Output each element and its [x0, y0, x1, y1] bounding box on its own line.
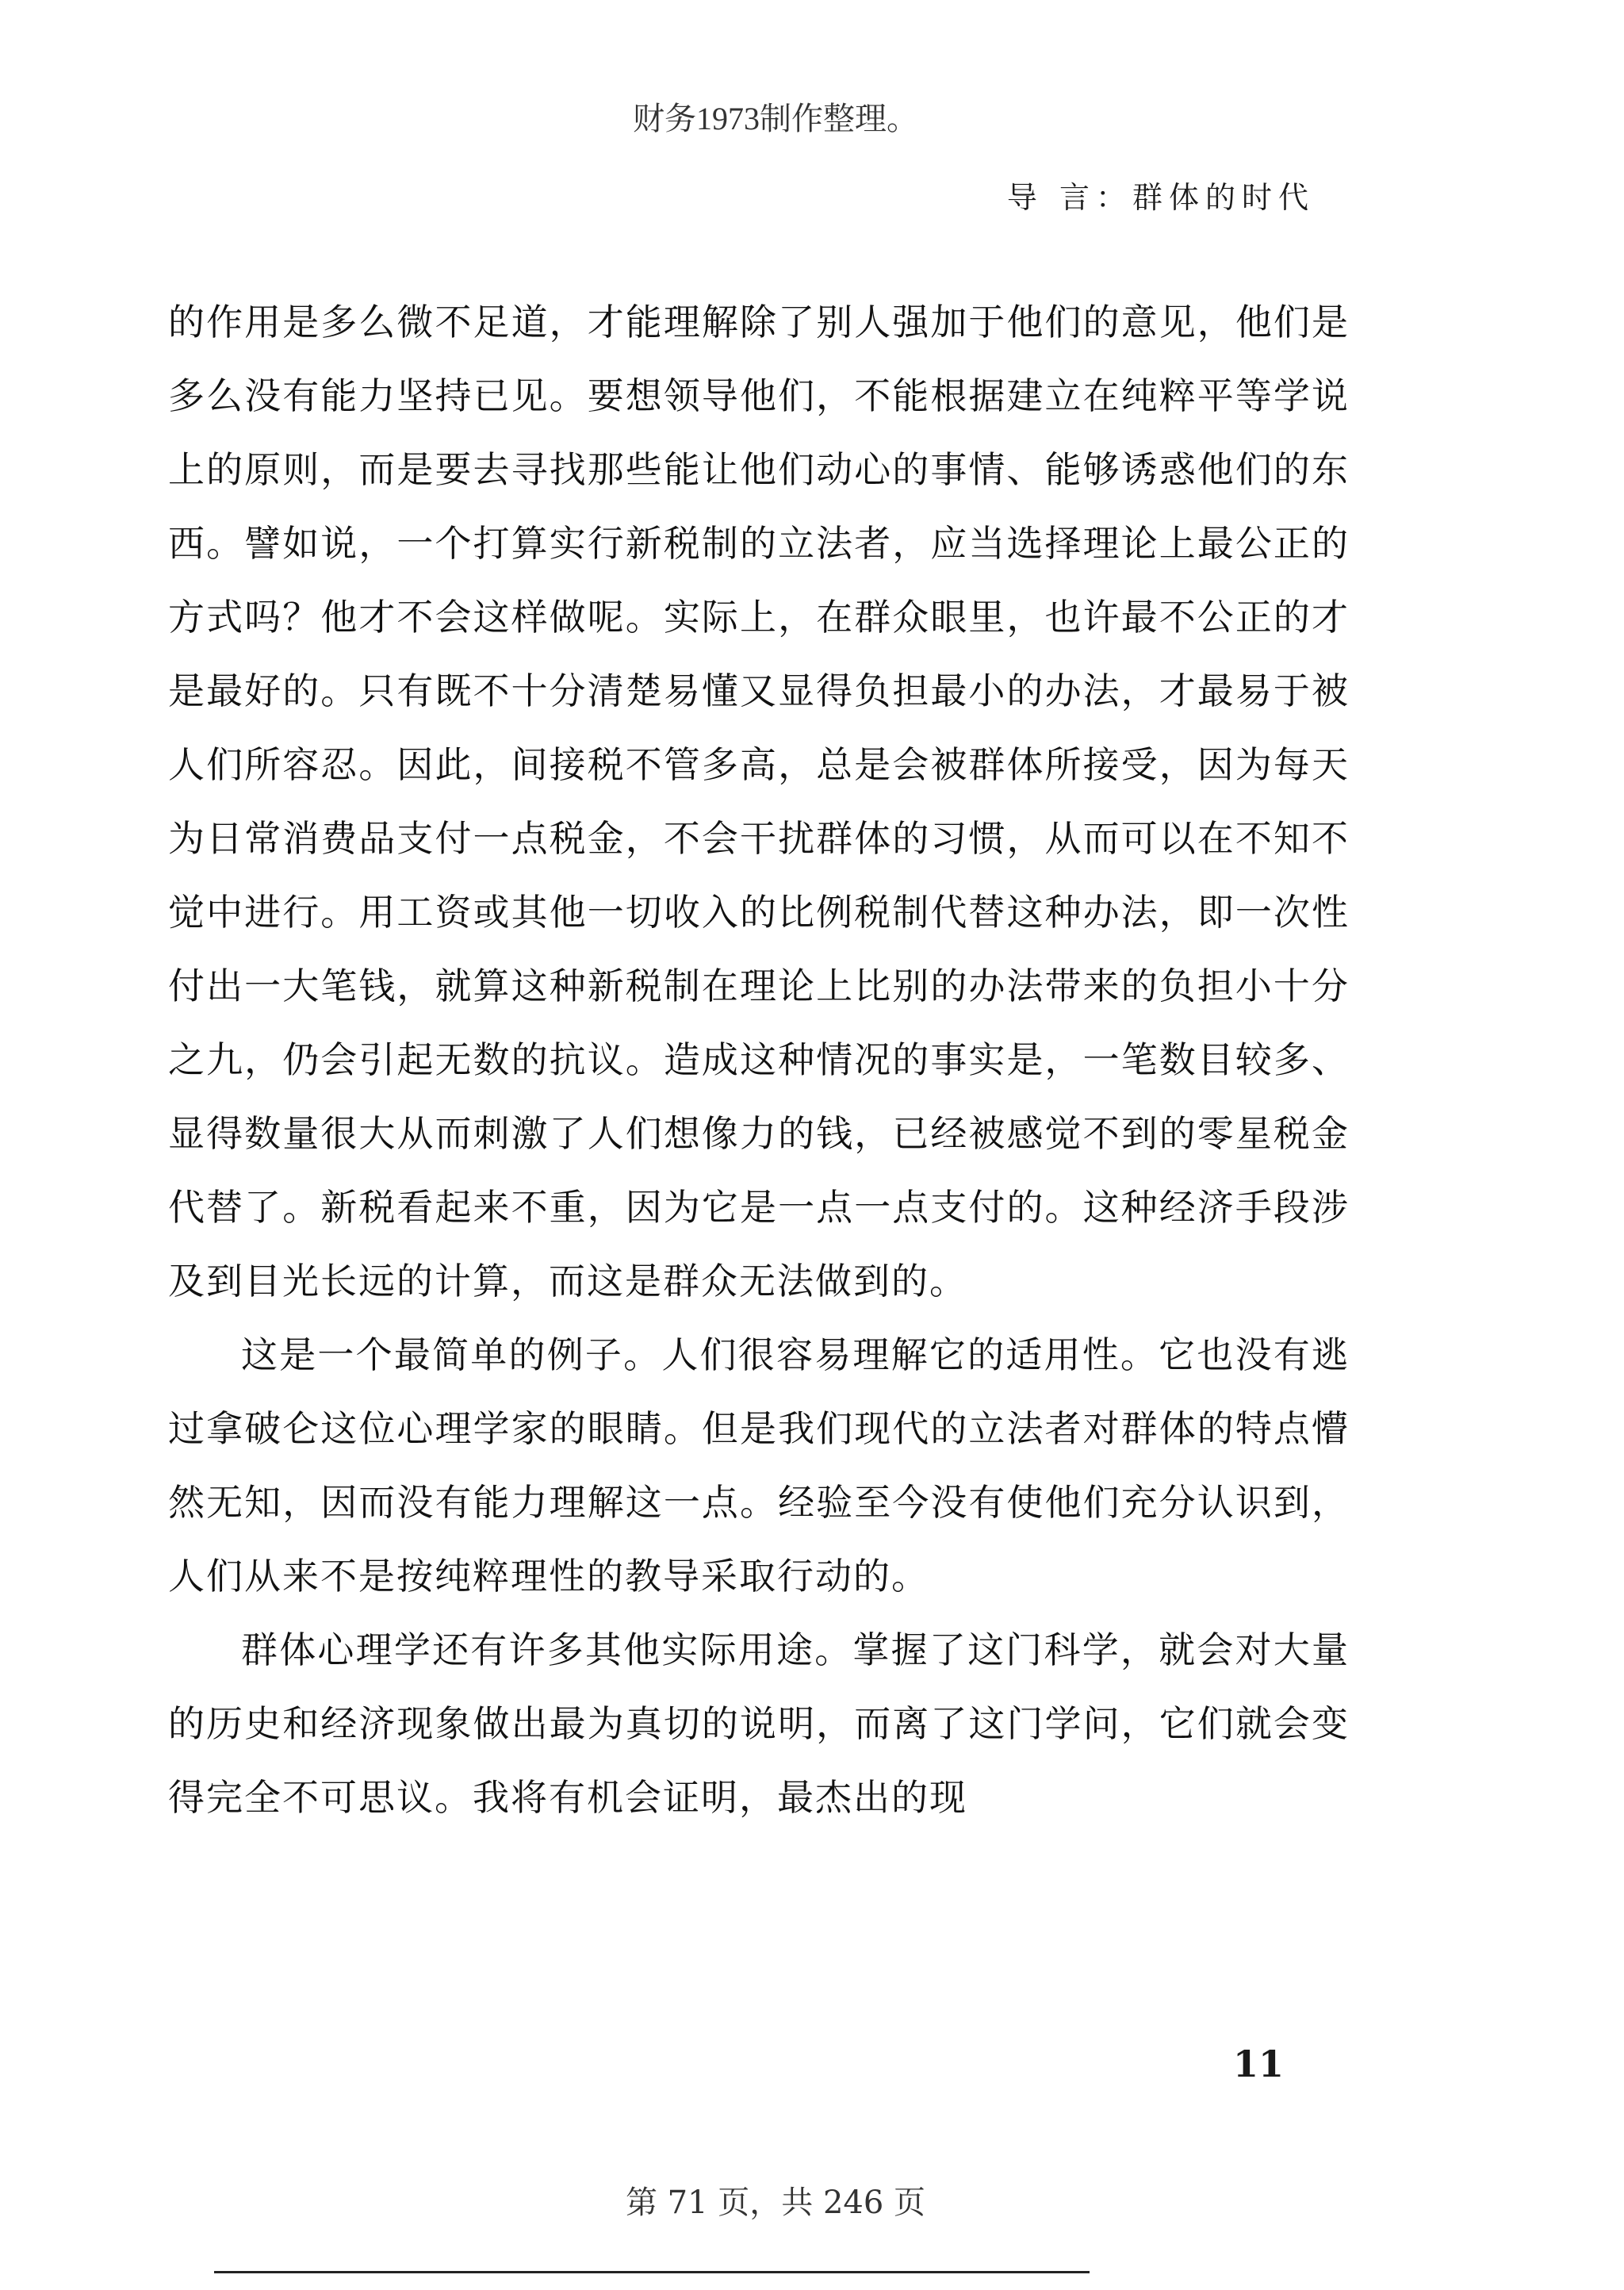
running-head: 导 言：群体的时代: [1006, 180, 1315, 215]
paragraph-1: 的作用是多么微不足道，才能理解除了别人强加于他们的意见，他们是多么没有能力坚持已见。要想领导他们，不能根据建立在纯粹平等学说上的原则，而是要去寻找那些能让他们动心的事情、能够诱惑他们的东西。譬如说，一个打算实行新税制的立法者，应当选择理论上最公正的方式吗？他才不会这样做呢。实际上，在群众眼里，也许最不公正的才是最好的。只有既不十分清楚易懂又显得负担最小的办法，才最易于被人们所容忍。因此，间接税不管多高，总是会被群体所接受，因为每天为日常消费品支付一点税金，不会干扰群体的习惯，从而可以在不知不觉中进行。用工资或其他一切收入的比例税制代替这种办法，即一次性付出一大笔钱，就算这种新税制在理论上比别的办法带来的负担小十分之九，仍会引起无数的抗议。造成这种情况的事实是，一笔数目较多、显得数量很大从而刺激了人们想像力的钱，已经被感觉不到的零星税金代替了。新税看起来不重，因为它是一点一点支付的。这种经济手段涉及到目光长远的计算，而这是群众无法做到的。: [168, 301, 1350, 1302]
paragraph-2: 这是一个最简单的例子。人们很容易理解它的适用性。它也没有逃过拿破仑这位心理学家的眼睛。但是我们现代的立法者对群体的特点懵然无知，因而没有能力理解这一点。经验至今没有使他们充分认识到，人们从来不是按纯粹理性的教导采取行动的。: [168, 1333, 1350, 1598]
footer-divider: [214, 2271, 1090, 2273]
body-text: [168, 286, 1350, 1835]
page-number: 11: [1233, 2043, 1285, 2085]
watermark-text: 财务1973制作整理。: [633, 101, 918, 136]
page-counter: 第 71 页，共 246 页: [625, 2185, 926, 2221]
paragraph-3: 群体心理学还有许多其他实际用途。掌握了这门科学，就会对大量的历史和经济现象做出最为真切的说明，而离了这门学问，它们就会变得完全不可思议。我将有机会证明，最杰出的现: [168, 1628, 1350, 1819]
